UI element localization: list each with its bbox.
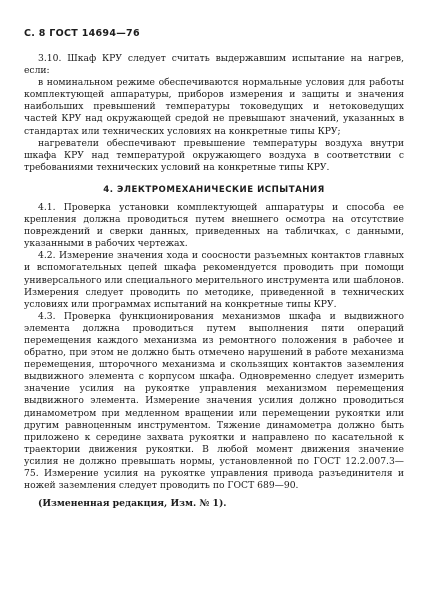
edition-note: (Измененная редакция, Изм. № 1).: [38, 498, 227, 510]
clause-3-10-condition-2: нагреватели обеспечивают превышение температуры воздуха внутри шкафа КРУ над температурой окружающего воздуха в соответствии с требованиями технических условий на конкретные типы КРУ.: [24, 137, 404, 173]
clause-4-3: 4.3. Проверка функционирования механизмов шкафа и выдвижного элемента должна проводиться путем выполнения пяти операций перемещения каждого механизма из ремонтного положения в рабочее и обратно, при этом не должно быть отмечено нарушений в работе механизма перемещения, шторочного механизма и скользящих контактов заземления выдвижного элемента с корпусом шкафа. Одновременно следует измерить значение усилия на рукоятке управления механизмом перемещения выдвижного элемента. Измерение значения усилия должно проводиться динамометром при медленном вращении или перемещении рукоятки или другим равноценным инструментом. Тяжение динамометра должно быть приложено к середине захвата рукоятки и направлено по касательной к траектории движения рукоятки. В любой момент движения значение усилия не должно превышать нормы, установленной по ГОСТ 12.2.007.3—75. Измерение усилия на рукоятке управления привода разъединителя и ножей заземления следует проводить по ГОСТ 689—90.: [24, 310, 404, 492]
clause-3-10-condition-1: в номинальном режиме обеспечиваются нормальные условия для работы комплектующей аппаратуры, приборов измерения и защиты и значения наибольших превышений температуры токоведущих и нетоковедущих частей КРУ над окружающей средой не превышают значений, указанных в стандартах или технических условиях на конкретные типы КРУ;: [24, 77, 404, 137]
clause-3-10-intro: 3.10. Шкаф КРУ следует считать выдержавшим испытание на нагрев, если:: [24, 53, 404, 77]
section-4-title: 4. ЭЛЕКТРОМЕХАНИЧЕСКИЕ ИСПЫТАНИЯ: [103, 184, 325, 195]
clause-4-2: 4.2. Измерение значения хода и соосности разъемных контактов главных и вспомогательных цепей шкафа рекомендуется проводить при помощи универсального или специального мерительного инструмента или шаблонов. Измерения следует проводить по методике, приведенной в технических условиях или программах испытаний на конкретные типы КРУ.: [24, 250, 404, 310]
clause-4-1: 4.1. Проверка установки комплектующей аппаратуры и способа ее крепления должна проводиться путем внешнего осмотра на отсутствие повреждений и сверки данных, приведенных на табличках, с данными, указанными в рабочих чертежах.: [24, 201, 404, 250]
document-page: [24, 28, 404, 510]
page-header: С. 8 ГОСТ 14694—76: [24, 28, 140, 39]
